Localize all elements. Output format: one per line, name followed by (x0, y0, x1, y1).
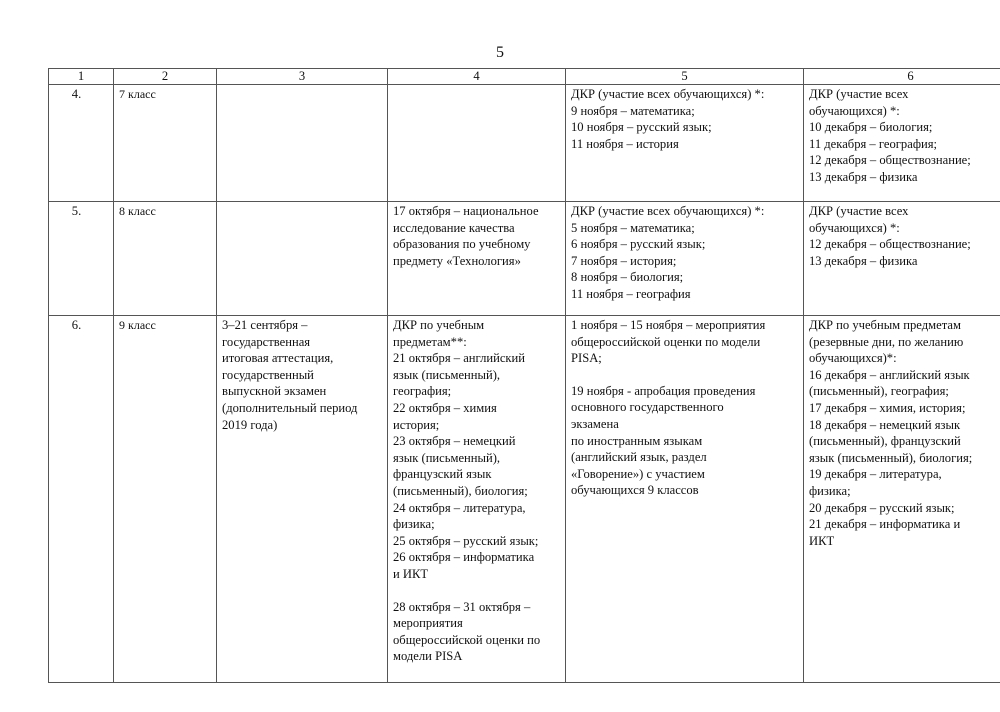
cell-text-line: государственный (222, 367, 314, 382)
cell-text-line: ДКР (участие всех (809, 87, 909, 101)
cell-text-line: основного государственного (571, 400, 724, 415)
cell-text-line: 12 декабря – обществознание; (809, 153, 971, 168)
cell-text-line: 19 декабря – литература, (809, 467, 942, 482)
cell-text-line: 23 октября – немецкий (393, 434, 516, 449)
cell-col5 (566, 202, 804, 316)
cell-text-line: 10 декабря – биология; (809, 120, 933, 135)
cell-text-line: 13 декабря – физика (809, 169, 918, 184)
cell-text-line: ДКР по учебным (393, 318, 485, 332)
cell-text-line: язык (письменный), биология; (809, 450, 973, 465)
cell-text-line: 26 октября – информатика (393, 550, 535, 565)
cell-text-line: и ИКТ (393, 566, 429, 581)
cell-text-line: (письменный), география; (809, 384, 949, 399)
cell-text-line: 24 октября – литература, (393, 500, 526, 515)
cell-text-line: итоговая аттестация, (222, 351, 334, 366)
cell-text-line: PISA; (571, 351, 602, 366)
cell-text-line: язык (письменный), (393, 450, 501, 465)
cell-text-line: обучающихся 9 классов (571, 483, 699, 498)
cell-col6 (804, 316, 1000, 683)
cell-col4 (388, 202, 566, 316)
cell-text-line: 9 ноября – математика; (571, 103, 695, 118)
cell-text-line: экзамена (571, 416, 619, 431)
cell-text-line: образования по учебному (393, 237, 531, 252)
cell-text-line: выпускной экзамен (222, 384, 327, 399)
schedule-table (48, 68, 1000, 683)
cell-col3 (217, 202, 388, 316)
cell-col5 (566, 316, 804, 683)
table-row (49, 316, 1000, 683)
page-number: 5 (496, 44, 504, 61)
cell-spacer (571, 367, 798, 383)
cell-text-line: 7 ноября – история; (571, 253, 677, 268)
cell-text-line: обучающихся)*: (809, 351, 897, 366)
cell-col6 (804, 202, 1000, 316)
cell-text-line: ИКТ (809, 533, 835, 548)
cell-text-line: общероссийской оценки по модели (571, 334, 761, 349)
cell-text-line: физика; (809, 483, 851, 498)
cell-col6 (804, 85, 1000, 202)
cell-text-line: язык (письменный), (393, 367, 501, 382)
cell-text-line: 17 декабря – химия, история; (809, 400, 966, 415)
cell-col4 (388, 316, 566, 683)
cell-text-line: 13 декабря – физика (809, 253, 918, 268)
cell-text-line: история; (393, 417, 440, 432)
cell-text-line: 18 декабря – немецкий язык (809, 417, 961, 432)
cell-text-line: предметам**: (393, 334, 467, 349)
cell-text-line: 12 декабря – обществознание; (809, 237, 971, 252)
cell-col4 (388, 85, 566, 202)
grade-cell: 8 класс (114, 202, 217, 316)
cell-col3 (217, 85, 388, 202)
header-cell-1: 1 (49, 69, 114, 85)
grade-cell: 7 класс (114, 85, 217, 202)
cell-text-line: 10 ноября – русский язык; (571, 120, 712, 135)
header-row (49, 69, 1000, 85)
cell-spacer (393, 583, 560, 599)
cell-text-line: физика; (393, 517, 435, 532)
cell-col3 (217, 316, 388, 683)
row-number: 5. (49, 202, 114, 316)
cell-text-line: французский язык (393, 467, 492, 482)
header-cell-3: 3 (217, 69, 388, 85)
cell-text-line: ДКР (участие всех обучающихся) *: (571, 204, 765, 218)
cell-text-line: ДКР (участие всех обучающихся) *: (571, 87, 765, 101)
cell-text-line: география; (393, 384, 452, 399)
cell-text-line: (письменный), французский (809, 434, 961, 449)
cell-text-line: 28 октября – 31 октября – (393, 599, 531, 614)
cell-text-line: 17 октября – национальное (393, 204, 539, 218)
cell-text-line: «Говорение») с участием (571, 466, 705, 481)
cell-text-line: общероссийской оценки по (393, 632, 541, 647)
cell-text-line: 25 октября – русский язык; (393, 533, 539, 548)
cell-col5 (566, 85, 804, 202)
cell-text-line: 22 октября – химия (393, 400, 497, 415)
row-number: 4. (49, 85, 114, 202)
cell-text-line: 2019 года) (222, 417, 278, 432)
cell-text-line: (английский язык, раздел (571, 450, 707, 465)
cell-text-line: ДКР по учебным предметам (809, 318, 961, 332)
cell-text-line: обучающихся) *: (809, 103, 900, 118)
header-cell-2: 2 (114, 69, 217, 85)
cell-text-line: по иностранным языкам (571, 433, 703, 448)
cell-text-line: государственная (222, 334, 311, 349)
cell-text-line: 6 ноября – русский язык; (571, 237, 706, 252)
grade-cell: 9 класс (114, 316, 217, 683)
cell-text-line: предмету «Технология» (393, 253, 521, 268)
cell-text-line: 19 ноября - апробация проведения (571, 383, 756, 398)
cell-text-line: исследование качества (393, 220, 515, 235)
table-row (49, 202, 1000, 316)
header-cell-4: 4 (388, 69, 566, 85)
cell-text-line: обучающихся) *: (809, 220, 900, 235)
cell-text-line: 16 декабря – английский язык (809, 367, 970, 382)
header-cell-6: 6 (804, 69, 1000, 85)
cell-text-line: 1 ноября – 15 ноября – мероприятия (571, 318, 766, 332)
header-cell-5: 5 (566, 69, 804, 85)
table-row (49, 85, 1000, 202)
cell-text-line: 20 декабря – русский язык; (809, 500, 955, 515)
cell-text-line: 5 ноября – математика; (571, 220, 695, 235)
cell-text-line: модели PISA (393, 649, 463, 664)
cell-text-line: 21 октября – английский (393, 351, 526, 366)
cell-text-line: 3–21 сентября – (222, 318, 308, 332)
cell-text-line: 21 декабря – информатика и (809, 517, 961, 532)
cell-text-line: 11 ноября – география (571, 286, 691, 301)
cell-text-line: 11 декабря – география; (809, 136, 938, 151)
cell-text-line: (резервные дни, по желанию (809, 334, 964, 349)
cell-text-line: мероприятия (393, 616, 463, 631)
cell-text-line: 8 ноября – биология; (571, 270, 684, 285)
cell-text-line: 11 ноября – история (571, 136, 679, 151)
cell-text-line: (дополнительный период (222, 400, 358, 415)
row-number: 6. (49, 316, 114, 683)
cell-text-line: (письменный), биология; (393, 483, 528, 498)
cell-text-line: ДКР (участие всех (809, 204, 909, 218)
